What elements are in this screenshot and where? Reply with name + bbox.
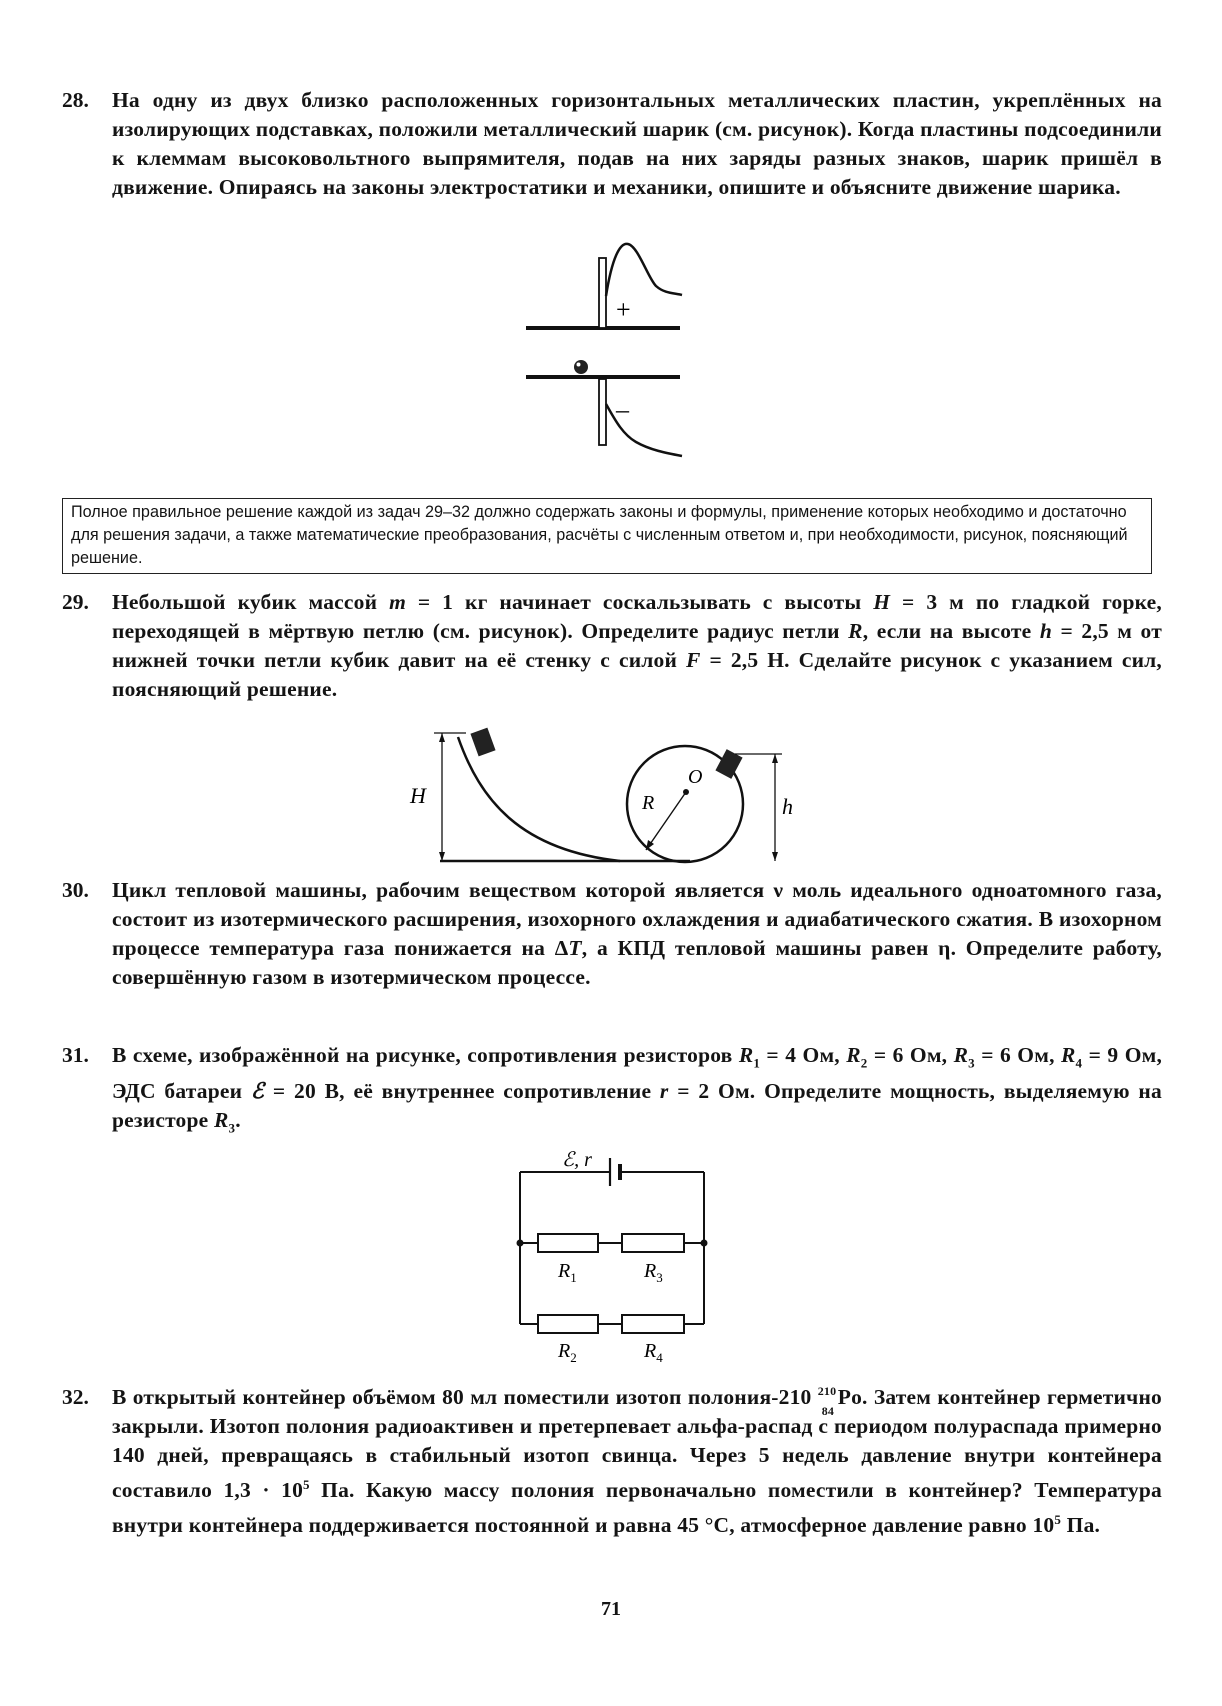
problem-number: 30.	[62, 878, 89, 902]
R1-label: $R_1$	[558, 1260, 577, 1285]
resistor-R4	[622, 1315, 684, 1333]
h-label: h	[782, 794, 793, 819]
problem-29	[62, 588, 1162, 704]
problem-number: 32.	[62, 1385, 89, 1409]
cube-top	[470, 728, 495, 757]
metal-ball	[574, 360, 588, 374]
problem-text: Небольшой кубик массой m = 1 кг начинает соскальзывать с высоты H = 3 м по гладкой горке, переходящей в мёртвую петлю (см. рисунок). Определите радиус петли R, если на высоте h = 2,5 м от нижней точки петли кубик давит на её стенку с силой F = 2,5 Н. Сделайте рисунок с указанием сил, поясняющий решение.	[112, 590, 1163, 701]
problem-30	[62, 876, 1162, 992]
problem-text: На одну из двух близко расположенных горизонтальных металлических пластин, укреплённых на изолирующих подставках, положили металлический шарик (см. рисунок). Когда пластины подсоединили к клеммам высоковольтного выпрямителя, подав на них заряды разных знаков, шарик пришёл в движение. Опираясь на законы электростатики и механики, опишите и объясните движение шарика.	[112, 88, 1162, 199]
plates-figure	[520, 238, 700, 468]
R4-label: $R_4$	[644, 1340, 663, 1365]
problem-number: 29.	[62, 590, 89, 614]
lower-rod	[599, 379, 606, 445]
O-label: O	[688, 766, 703, 788]
problem-text: В открытый контейнер объёмом 80 мл поместили изотоп полония-210 210 84 Po. Затем контейнер герметично закрыли. Изотоп полония радиоактивен и претерпевает альфа-распад с периодом полураспада примерно 140 дней, превращаясь в стабильный изотоп свинца. Через 5 недель давление внутри контейнера составило $1,3 \cdot 10^5$ Па. Какую массу полония первоначально поместили в контейнер? Температура внутри контейнера поддерживается постоянной и равна 45 °С, атмосферное давление равно $10^5$ Па.	[112, 1384, 1162, 1538]
R3-label: $R_3$	[644, 1260, 663, 1285]
problem-text: В схеме, изображённой на рисунке, сопротивления резисторов $R_1 = 4$ Ом, $R_2 = 6$ Ом, $R_3 = 6$ Ом, $R_4 = 9$ Ом, ЭДС батареи ℰ = 20 В, её внутреннее сопротивление r = 2 Ом. Определите мощность, выделяемую на резисторе $R_3$.	[112, 1043, 1163, 1136]
page-number: 71	[601, 1598, 621, 1620]
problem-number: 31.	[62, 1043, 89, 1067]
resistor-R1	[538, 1234, 598, 1252]
problem-31	[62, 1041, 1162, 1143]
isotope-notation: 210 84	[817, 1384, 837, 1418]
instruction-box	[62, 498, 1152, 574]
problem-text: Цикл тепловой машины, рабочим веществом которой является ν моль идеального одноатомного газа, состоит из изотермического расширения, изохорного охлаждения и адиабатического сжатия. В изохорном процессе температура газа понижается на ΔT, а КПД тепловой машины равен η. Определите работу, совершённую газом в изотермическом процессе.	[112, 878, 1162, 989]
upper-rod	[599, 258, 606, 328]
loop-figure	[410, 710, 800, 870]
R-label: R	[642, 792, 655, 814]
problem-number: 28.	[62, 88, 89, 112]
slide	[458, 737, 620, 861]
minus-sign: –	[616, 395, 629, 424]
R2-label: $R_2$	[558, 1340, 577, 1365]
plus-sign: +	[616, 295, 631, 324]
resistor-R2	[538, 1315, 598, 1333]
H-label: H	[410, 783, 426, 808]
battery-label: ℰ, r	[562, 1149, 592, 1171]
problem-28	[62, 86, 1162, 202]
upper-wire	[606, 244, 682, 296]
resistor-R3	[622, 1234, 684, 1252]
instruction-text: Полное правильное решение каждой из задач 29–32 должно содержать законы и формулы, применение которых необходимо и достаточно для решения задачи, а также математические преобразования, расчёты с численным ответом и, при необходимости, рисунок, поясняющий решение.	[71, 503, 1128, 567]
problem-32	[62, 1383, 1162, 1540]
circuit-figure	[510, 1146, 720, 1366]
